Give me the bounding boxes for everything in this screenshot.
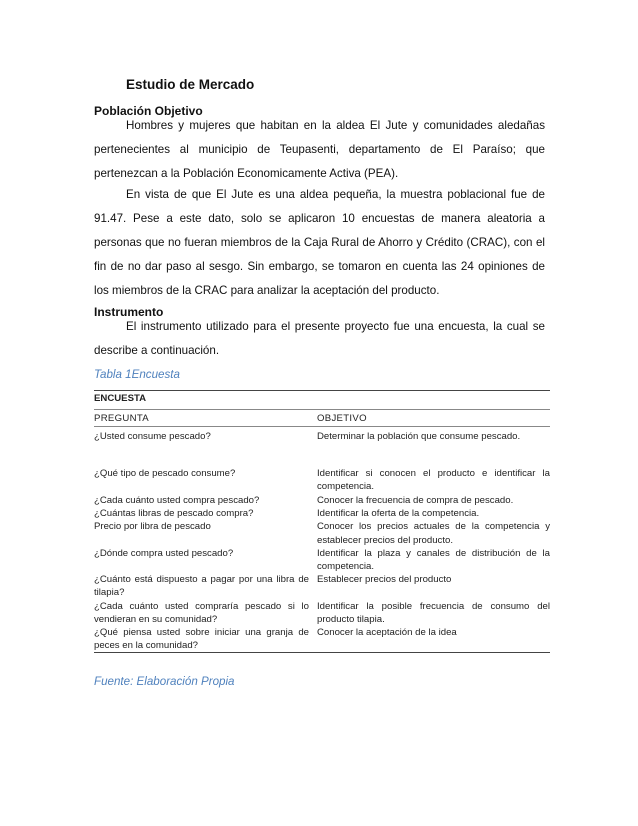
table-cell-pregunta: Precio por libra de pescado	[94, 521, 211, 533]
paragraph-instrumento	[94, 315, 545, 363]
table-cell-pregunta: ¿Cuánto está dispuesto a pagar por una libra de tilapia?	[94, 574, 309, 599]
table-cell-objetivo: Conocer la aceptación de la idea	[317, 627, 457, 639]
table-row	[94, 626, 550, 652]
table-header-row	[94, 410, 550, 427]
document-title: Estudio de Mercado	[126, 77, 255, 92]
table-row	[94, 427, 550, 467]
table-cell-pregunta: ¿Cada cuánto usted compraría pescado si lo vendieran en su comunidad?	[94, 600, 309, 625]
table-row	[94, 520, 550, 546]
table-cell-objetivo: Establecer precios del producto	[317, 574, 452, 586]
table-cell-objetivo: Identificar la posible frecuencia de consumo del producto tilapia.	[317, 600, 550, 625]
table-cell-pregunta: ¿Qué tipo de pescado consume?	[94, 468, 236, 479]
table-cell-objetivo: Conocer la frecuencia de compra de pescado.	[317, 495, 514, 506]
column-header-pregunta: PREGUNTA	[94, 413, 149, 424]
table-cell-pregunta: ¿Dónde compra usted pescado?	[94, 547, 234, 559]
table-bottom-rule	[94, 652, 550, 653]
survey-table	[94, 390, 550, 653]
table-cell-objetivo: Conocer los precios actuales de la competencia y establecer precios del producto.	[317, 521, 550, 546]
section-heading-poblacion: Población Objetivo	[94, 104, 203, 118]
table-cell-objetivo: Identificar si conocen el producto e identificar la competencia.	[317, 468, 550, 493]
table-cell-pregunta: ¿Usted consume pescado?	[94, 431, 211, 442]
column-header-objetivo: OBJETIVO	[317, 413, 367, 424]
table-row	[94, 507, 550, 520]
table-cell-objetivo: Determinar la población que consume pescado.	[317, 431, 521, 442]
table-row	[94, 573, 550, 599]
paragraph-poblacion-text: Hombres y mujeres que habitan en la aldea El Jute y comunidades aledañas pertenecientes al municipio de Teupasenti, departamento de El Paraíso; que pertenezcan a la Población Economicamente Activa (PEA).	[94, 119, 545, 180]
table-row	[94, 547, 550, 573]
table-title: ENCUESTA	[94, 390, 550, 410]
paragraph-instrumento-text: El instrumento utilizado para el presente proyecto fue una encuesta, la cual se describe a continuación.	[94, 320, 545, 357]
paragraph-muestra-text: En vista de que El Jute es una aldea pequeña, la muestra poblacional fue de 91.47. Pese a este dato, solo se aplicaron 10 encuestas de manera aleatoria a personas que no fueran miembros de la Caja Rural de Ahorro y Crédito (CRAC), con el fin de no dar paso al sesgo. Sin embargo, se tomaron en cuenta las 24 opiniones de los miembros de la CRAC para analizar la aceptación del producto.	[94, 188, 545, 297]
table-cell-pregunta: ¿Cuántas libras de pescado compra?	[94, 508, 254, 520]
paragraph-poblacion	[94, 114, 545, 186]
table-row	[94, 494, 550, 507]
table-cell-pregunta: ¿Qué piensa usted sobre iniciar una granja de peces en la comunidad?	[94, 627, 309, 652]
section-heading-instrumento: Instrumento	[94, 305, 164, 319]
table-row	[94, 467, 550, 494]
table-cell-objetivo: Identificar la plaza y canales de distribución de la competencia.	[317, 547, 550, 573]
paragraph-muestra	[94, 183, 545, 303]
table-row	[94, 600, 550, 626]
table-cell-objetivo: Identificar la oferta de la competencia.	[317, 508, 480, 520]
table-cell-pregunta: ¿Cada cuánto usted compra pescado?	[94, 495, 260, 506]
table-source: Fuente: Elaboración Propia	[94, 675, 235, 688]
table-caption: Tabla 1Encuesta	[94, 368, 180, 381]
